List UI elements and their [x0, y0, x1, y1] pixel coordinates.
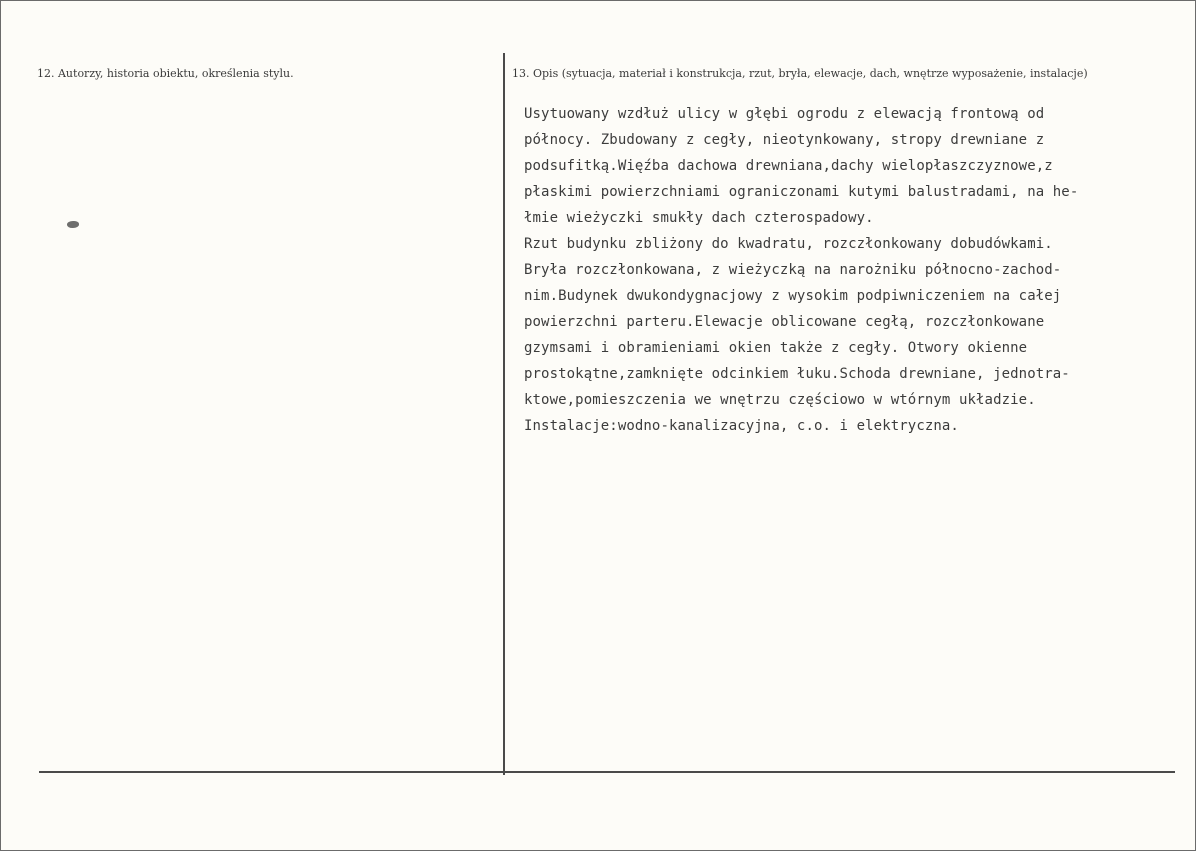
description-line: nim.Budynek dwukondygnacjowy z wysokim podpiwniczeniem na całej: [524, 288, 1062, 304]
description-line: Rzut budynku zbliżony do kwadratu, rozczłonkowany dobudówkami.: [524, 236, 1053, 252]
description-line: łmie wieżyczki smukły dach czterospadowy.: [524, 210, 874, 226]
description-line: Usytuowany wzdłuż ulicy w głębi ogrodu z elewacją frontową od: [524, 106, 1045, 122]
section-13-label: 13. Opis (sytuacja, materiał i konstrukcja, rzut, bryła, elewacje, dach, wnętrze wyposażenie, instalacje): [512, 67, 1088, 80]
description-line: płaskimi powierzchniami ograniczonami kutymi balustradami, na he-: [524, 184, 1079, 200]
description-text: [524, 101, 1184, 439]
description-line: podsufitką.Więźba dachowa drewniana,dachy wielopłaszczyznowe,z: [524, 158, 1053, 174]
ink-blot: [67, 221, 79, 228]
description-line: ktowe,pomieszczenia we wnętrzu częściowo w wtórnym układzie.: [524, 392, 1036, 408]
description-line: prostokątne,zamknięte odcinkiem łuku.Schoda drewniane, jednotra-: [524, 366, 1070, 382]
description-line: Bryła rozczłonkowana, z wieżyczką na narożniku północno-zachod-: [524, 262, 1062, 278]
description-line: gzymsami i obramieniami okien także z cegły. Otwory okienne: [524, 340, 1028, 356]
description-line: powierzchni parteru.Elewacje oblicowane cegłą, rozczłonkowane: [524, 314, 1045, 330]
section-12-label: 12. Autorzy, historia obiektu, określenia stylu.: [37, 67, 294, 80]
bottom-rule: [39, 771, 1175, 773]
column-divider: [503, 53, 505, 775]
description-line: północy. Zbudowany z cegły, nieotynkowany, stropy drewniane z: [524, 132, 1045, 148]
description-line: Instalacje:wodno-kanalizacyjna, c.o. i elektryczna.: [524, 418, 959, 434]
